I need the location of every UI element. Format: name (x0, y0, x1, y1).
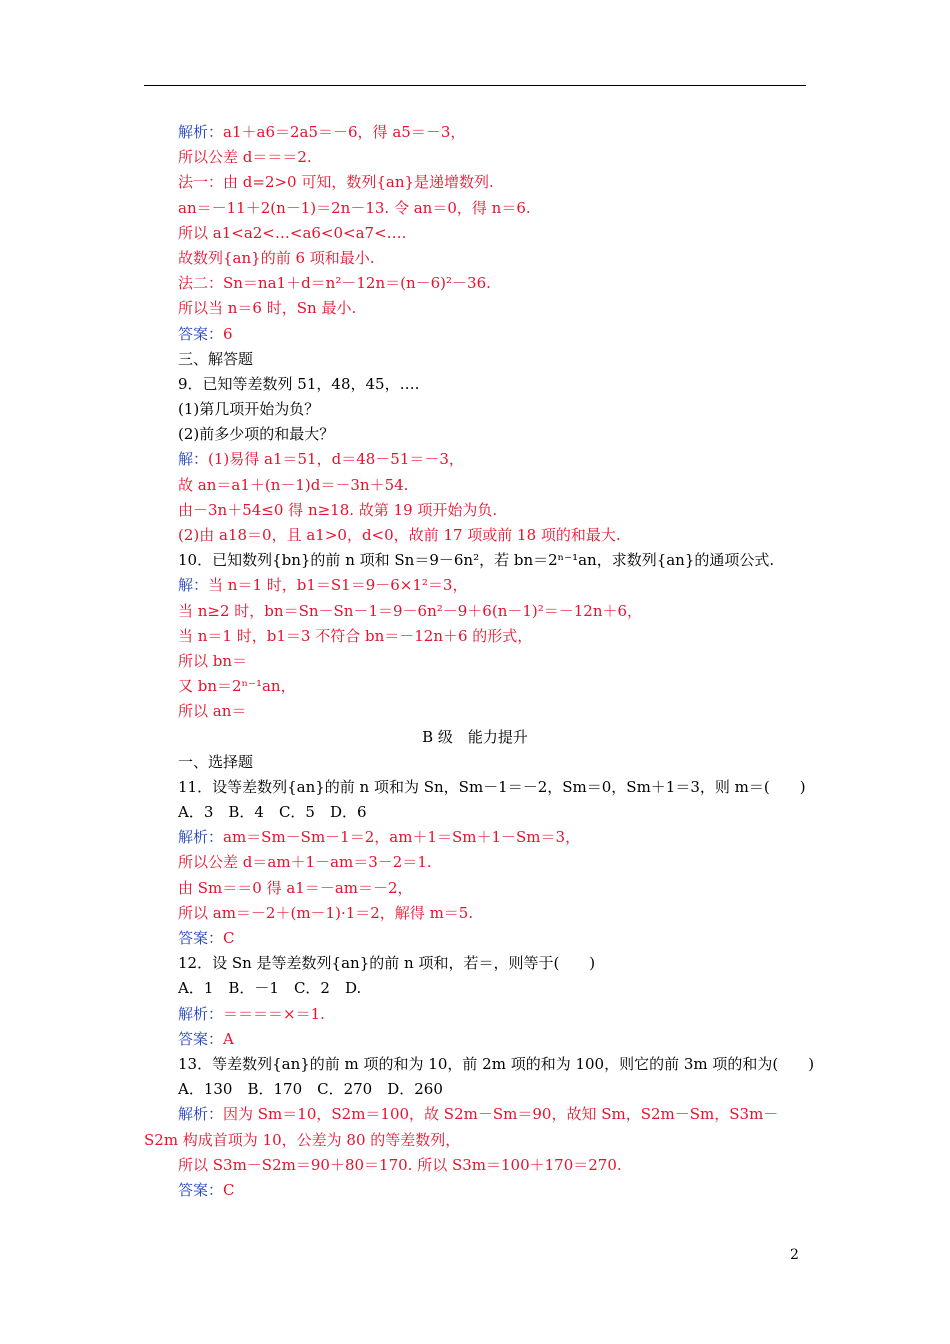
solution-text: 所以当 n＝6 时，Sn 最小. (178, 299, 357, 318)
text-line (144, 1077, 806, 1102)
document-body (144, 120, 815, 1203)
solution-text: 所以 a1<a2<…<a6<0<a7<…. (178, 223, 407, 242)
text-line (144, 1178, 806, 1203)
text-line (144, 674, 806, 699)
text-line (144, 725, 806, 750)
label-text: 解： (178, 450, 209, 469)
text-line (144, 523, 806, 548)
question-text: 9．已知等差数列 51，48，45，…. (178, 374, 420, 393)
solution-text: 当 n＝1 时，b1＝S1＝9－6×1²＝3， (208, 576, 468, 595)
solution-text: 所以公差 d＝＝＝2. (178, 148, 312, 167)
text-line (144, 347, 806, 372)
solution-text: 故 an＝a1＋(n－1)d＝－3n＋54. (178, 475, 409, 494)
text-line (144, 599, 806, 624)
text-line (144, 1052, 815, 1077)
text-line (144, 1102, 806, 1152)
text-line (144, 901, 806, 926)
solution-text: 所以公差 d＝am＋1－am＝3－2＝1. (178, 853, 432, 872)
label-text: 答案： (178, 324, 224, 343)
question-text: 10．已知数列{bn}的前 n 项和 Sn＝9－6n²，若 bn＝2ⁿ⁻¹an，求数列{an}的通项公式. (178, 551, 775, 570)
solution-text: 因为 Sm＝10，S2m＝100，故 S2m－Sm＝90，故知 Sm，S2m－Sm，S3m－S2m 构成首项为 10，公差为 80 的等差数列， (144, 1105, 779, 1149)
solution-text: 所以 S3m－S2m＝90＋80＝170. 所以 S3m＝100＋170＝270. (178, 1155, 622, 1174)
solution-text: 法二：Sn＝na1＋d＝n²－12n＝(n－6)²－36. (178, 274, 491, 293)
page-number: 2 (790, 1247, 799, 1263)
solution-text: 当 n＝1 时，b1＝3 不符合 bn＝－12n＋6 的形式， (178, 626, 533, 645)
label-text: 解析： (178, 123, 224, 141)
question-text: 一、选择题 (178, 752, 254, 771)
solution-text: 由－3n＋54≤0 得 n≥18. 故第 19 项开始为负. (178, 500, 498, 519)
text-line (144, 397, 806, 422)
text-line (144, 1027, 806, 1052)
text-line (144, 120, 806, 145)
text-line (144, 372, 806, 397)
text-line (144, 196, 806, 221)
solution-text: a1＋a6＝2a5＝－6，得 a5＝－3， (223, 123, 466, 141)
solution-text: 所以 am＝－2＋(m－1)·1＝2，解得 m＝5. (178, 903, 474, 922)
solution-text: 又 bn＝2ⁿ⁻¹an， (178, 677, 296, 696)
text-line (144, 473, 806, 498)
solution-text: (2)由 a18＝0，且 a1>0，d<0，故前 17 项或前 18 项的和最大. (178, 526, 621, 544)
text-line (144, 322, 806, 347)
question-text: 13．等差数列{an}的前 m 项的和为 10，前 2m 项的和为 100，则它的前 3m 项的和为( ) (178, 1054, 815, 1073)
question-text: A．130 B．170 C．270 D．260 (178, 1080, 443, 1099)
solution-text: 所以 an＝ (178, 702, 247, 721)
label-text: 解析： (178, 1105, 224, 1124)
label-text: 答案： (178, 929, 224, 947)
text-line (144, 624, 806, 649)
text-line (144, 296, 806, 321)
text-line (144, 926, 806, 951)
text-line (144, 271, 806, 296)
text-line (144, 876, 806, 901)
question-text: 11．设等差数列{an}的前 n 项和为 Sn，Sm－1＝－2，Sm＝0，Sm＋1＝3，则 m＝( ) (178, 777, 806, 796)
label-text: 答案： (178, 1180, 224, 1199)
solution-text: an＝－11＋2(n－1)＝2n－13. 令 an＝0，得 n＝6. (178, 198, 531, 217)
header-rule (144, 85, 806, 86)
label-text: 解析： (178, 1004, 224, 1023)
question-text: 12．设 Sn 是等差数列{an}的前 n 项和，若＝，则等于( ) (178, 954, 596, 973)
text-line (144, 800, 806, 825)
text-line (144, 1002, 806, 1027)
text-line (144, 221, 806, 246)
label-text: 答案： (178, 1029, 224, 1048)
question-text: B 级 能力提升 (422, 727, 528, 746)
text-line (144, 246, 806, 271)
text-line (144, 1153, 806, 1178)
solution-text: 法一：由 d=2>0 可知，数列{an}是递增数列. (178, 173, 494, 192)
solution-text: (1)易得 a1＝51，d＝48－51＝－3， (208, 450, 464, 469)
text-line (144, 145, 806, 170)
solution-text: 6 (223, 324, 233, 343)
text-line (144, 825, 806, 850)
text-line (144, 750, 806, 775)
text-line (144, 951, 806, 976)
solution-text: 当 n≥2 时，bn＝Sn－Sn－1＝9－6n²－9＋6(n－1)²＝－12n＋6， (178, 601, 643, 620)
question-text: (2)前多少项的和最大？ (178, 425, 335, 444)
text-line (144, 548, 806, 573)
text-line (144, 649, 806, 674)
text-line (144, 422, 806, 447)
text-line (144, 775, 806, 800)
solution-text: am＝Sm－Sm－1＝2，am＋1＝Sm＋1－Sm＝3， (223, 828, 581, 847)
text-line (144, 850, 806, 875)
solution-text: ＝＝＝＝×＝1. (223, 1004, 325, 1023)
label-text: 解： (178, 576, 209, 595)
solution-text: 由 Sm＝＝0 得 a1＝－am＝－2， (178, 878, 413, 897)
text-line (144, 699, 806, 724)
question-text: A．1 B．－1 C．2 D. (178, 979, 362, 998)
text-line (144, 447, 806, 472)
solution-text: C (223, 1180, 235, 1199)
text-line (144, 976, 806, 1001)
question-text: A．3 B．4 C．5 D．6 (178, 803, 367, 822)
question-text: 三、解答题 (178, 349, 254, 368)
text-line (144, 170, 806, 195)
question-text: (1)第几项开始为负？ (178, 400, 320, 419)
solution-text: A (223, 1029, 234, 1048)
text-line (144, 573, 806, 598)
text-line (144, 498, 806, 523)
solution-text: 所以 bn＝ (178, 651, 248, 670)
solution-text: 故数列{an}的前 6 项和最小. (178, 248, 375, 267)
solution-text: C (223, 929, 235, 947)
label-text: 解析： (178, 828, 224, 847)
